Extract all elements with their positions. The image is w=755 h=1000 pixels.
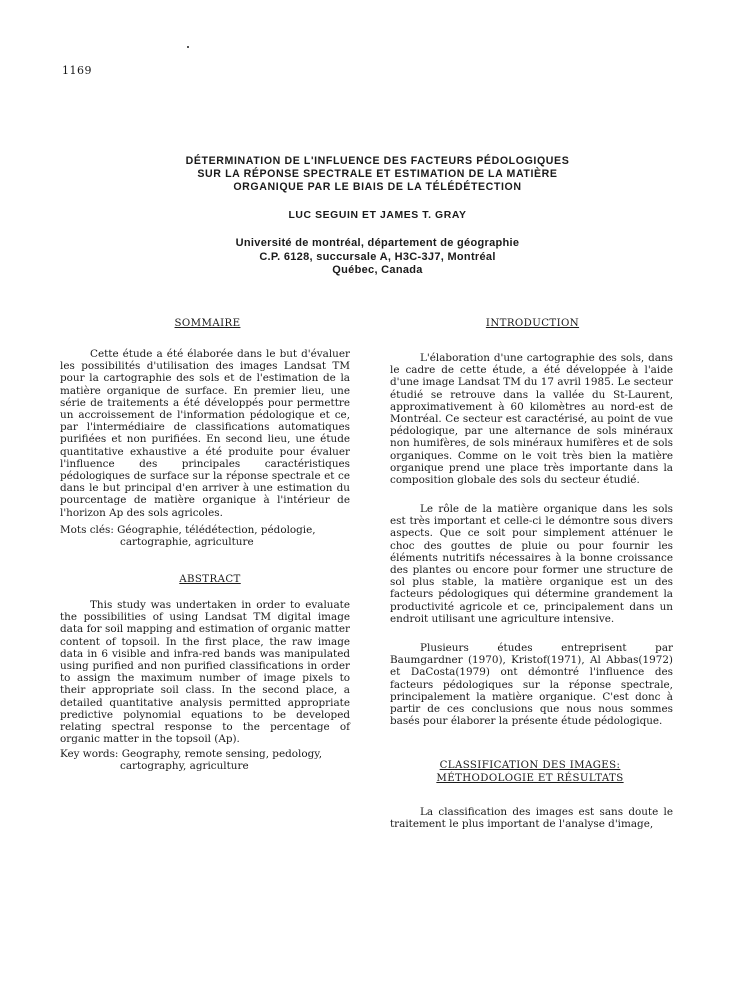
affiliation-line: Université de montréal, département de géographie [235,237,520,249]
abstract-section [60,599,350,745]
title-line: SUR LA RÉPONSE SPECTRALE ET ESTIMATION DE LA MATIÈRE [197,168,558,180]
sommaire-section [60,348,350,519]
classification-heading [430,760,630,785]
affiliation-line: Québec, Canada [332,264,423,276]
introduction-paragraph-2 [390,503,673,625]
title-line: DÉTERMINATION DE L'INFLUENCE DES FACTEURS PÉDOLOGIQUES [185,155,570,167]
paper-title [0,155,755,194]
classification-heading-line: MÉTHODOLOGIE ET RÉSULTATS [436,772,624,784]
abstract-body: This study was undertaken in order to evaluate the possibilities of using Landsat TM digital image data for soil mapping and estimation of organic matter content of topsoil. In the first place, the raw image data in 6 visible and infra-red bands was manipulated using purified and non purified classifications in order to assign the maximum number of image pixels to their appropriate soil class. In the second place, a detailed quantitative analysis permitted appropriate predictive polynomial equations to be developed relating spectral response to the percentage of organic matter in the topsoil (Ap). [60,599,350,746]
title-line: ORGANIQUE PAR LE BIAIS DE LA TÉLÉDÉTECTION [233,181,522,193]
abstract-keywords [60,748,350,772]
keywords-fr [60,524,350,548]
keywords-fr-line1: Mots clés: Géographie, télédétection, pédologie, [60,524,316,536]
sommaire-heading: SOMMAIRE [174,318,241,329]
keywords-en-line2: cartography, agriculture [120,760,249,773]
classification-heading-line: CLASSIFICATION DES IMAGES: [439,760,621,771]
intro-body: Le rôle de la matière organique dans les sols est très important et celle-ci le démontre sous divers aspects. Que ce soit pour simplement atténuer le choc des gouttes de pluie ou pour fournir les éléments nutritifs nécessaires à la bonne croissance des plantes ou encore pour former une structure de sol plus stable, la matière organique est un des facteurs pédologiques qui détermine grandement la productivité agricole et ce, principalement dans un endroit utilisant une agriculture intensive. [390,503,673,625]
affiliation-line: C.P. 6128, succursale A, H3C-3J7, Montréal [259,250,496,263]
introduction-paragraph-3 [390,642,673,727]
intro-body: Plusieurs études entreprisent par Baumgardner (1970), Kristof(1971), Al Abbas(1972) et DaCosta(1979) ont démontré l'influence des facteurs pédologiques sur la réponse spectrale, principalement la matière organique. C'est donc à partir de ces conclusions que nous nous sommes basés pour élaborer la présente étude pédologique. [390,642,673,728]
keywords-en-line1: Key words: Geography, remote sensing, pedology, [60,748,323,760]
classification-section [390,806,673,830]
keywords-en [60,748,350,772]
introduction-heading: INTRODUCTION [485,318,580,329]
abstract-heading: ABSTRACT [179,574,241,585]
sommaire-body: Cette étude a été élaborée dans le but d'évaluer les possibilités d'utilisation des images Landsat TM pour la cartographie des sols et de l'estimation de la matière organique de surface. En premier lieu, une série de traitements a été développés pour permettre un accroissement de l'information pédologique et ce, par l'intermédiaire de classifications automatiques purifiées et non purifiées. En second lieu, une étude quantitative exhaustive a été produite pour évaluer l'influence des principales caractéristiques pédologiques de surface sur la réponse spectrale et ce dans le but principal d'en arriver à une estimation du pourcentage de matière organique à l'intérieur de l'horizon Ap des sols agricoles. [60,348,350,519]
scan-speck [187,46,189,48]
introduction-paragraph-1 [390,352,673,486]
classification-body: La classification des images est sans doute le traitement le plus important de l'analyse d'image, [390,806,673,831]
page-number: 1169 [62,64,92,77]
keywords-fr-line2: cartographie, agriculture [120,536,254,549]
authors: LUC SEGUIN ET JAMES T. GRAY [288,210,467,221]
affiliation [0,237,755,278]
sommaire-keywords [60,524,350,548]
intro-body: L'élaboration d'une cartographie des sols, dans le cadre de cette étude, a été développée à l'aide d'une image Landsat TM du 17 avril 1985. Le secteur étudié se retrouve dans la vallée du St-Laurent, approximativement à 60 kilomètres au nord-est de Montréal. Ce secteur est caractérisé, au point de vue pédologique, par une alternance de sols minéraux non humifères, de sols minéraux humifères et de sols organiques. Comme on le voit très bien la matière organique prend une place très importante dans la composition globale des sols du secteur étudié. [390,352,673,487]
